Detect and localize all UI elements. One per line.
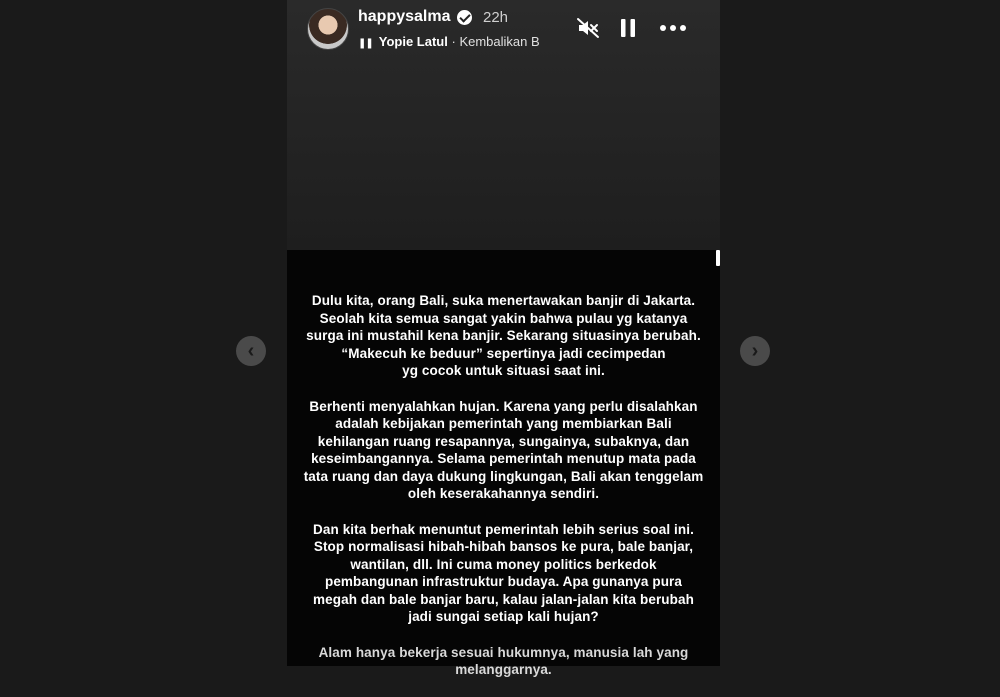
previous-story-button[interactable]: [236, 336, 266, 366]
story-paragraph-4: Alam hanya bekerja sesuai hukumnya, manusia lah yang melanggarnya.: [318, 644, 689, 677]
mute-button[interactable]: [574, 14, 602, 42]
story-paragraph-1: Dulu kita, orang Bali, suka menertawakan banjir di Jakarta. Seolah kita semua sangat yakin bahwa pulau yg katanya surga ini mustahil kena banjir. Sekarang situasinya berubah. “Makecuh ke beduur” sepertinya jadi cecimpedan yg cocok untuk situasi saat ini.: [306, 293, 701, 378]
music-artist: Yopie Latul: [378, 34, 448, 49]
story-edge-marker: [716, 250, 720, 266]
music-song: Kembalikan B: [459, 34, 540, 49]
avatar[interactable]: [307, 8, 349, 50]
mute-icon: [576, 16, 600, 40]
music-separator: ·: [447, 34, 460, 49]
next-story-button[interactable]: [740, 336, 770, 366]
story-header: [287, 0, 720, 60]
chevron-right-icon: ›: [751, 339, 759, 362]
pause-button[interactable]: [614, 14, 642, 42]
pause-icon: [618, 17, 638, 39]
music-bars-icon: ❚❚: [358, 38, 373, 49]
story-viewer: [287, 0, 720, 677]
more-options-button[interactable]: [659, 14, 687, 42]
username[interactable]: happysalma: [358, 8, 451, 25]
story-paragraph-3: Dan kita berhak menuntut pemerintah lebih serius soal ini. Stop normalisasi hibah-hibah bansos ke pura, bale banjar, wantilan, dll. Ini cuma money politics berkedok pembangunan infrastruktur budaya. Apa gunanya pura megah dan bale banjar baru, kalau jalan-jalan kita berubah jadi sungai setiap kali hujan?: [313, 521, 694, 624]
story-text: [287, 292, 720, 697]
story-text-panel: [287, 250, 720, 677]
post-time: 22h: [483, 9, 509, 26]
chevron-left-icon: ‹: [247, 339, 255, 362]
music-info[interactable]: [358, 34, 558, 49]
story-paragraph-2: Berhenti menyalahkan hujan. Karena yang perlu disalahkan adalah kebijakan pemerintah yang membiarkan Bali kehilangan ruang resapannya, sungainya, subaknya, dan keseimbangannya. Selama pemerintah menutup mata pada tata ruang dan daya dukung lingkungan, Bali akan tenggelam oleh keserakahannya sendiri.: [303, 398, 704, 501]
more-icon: [659, 24, 687, 32]
verified-badge-icon: [457, 10, 472, 25]
